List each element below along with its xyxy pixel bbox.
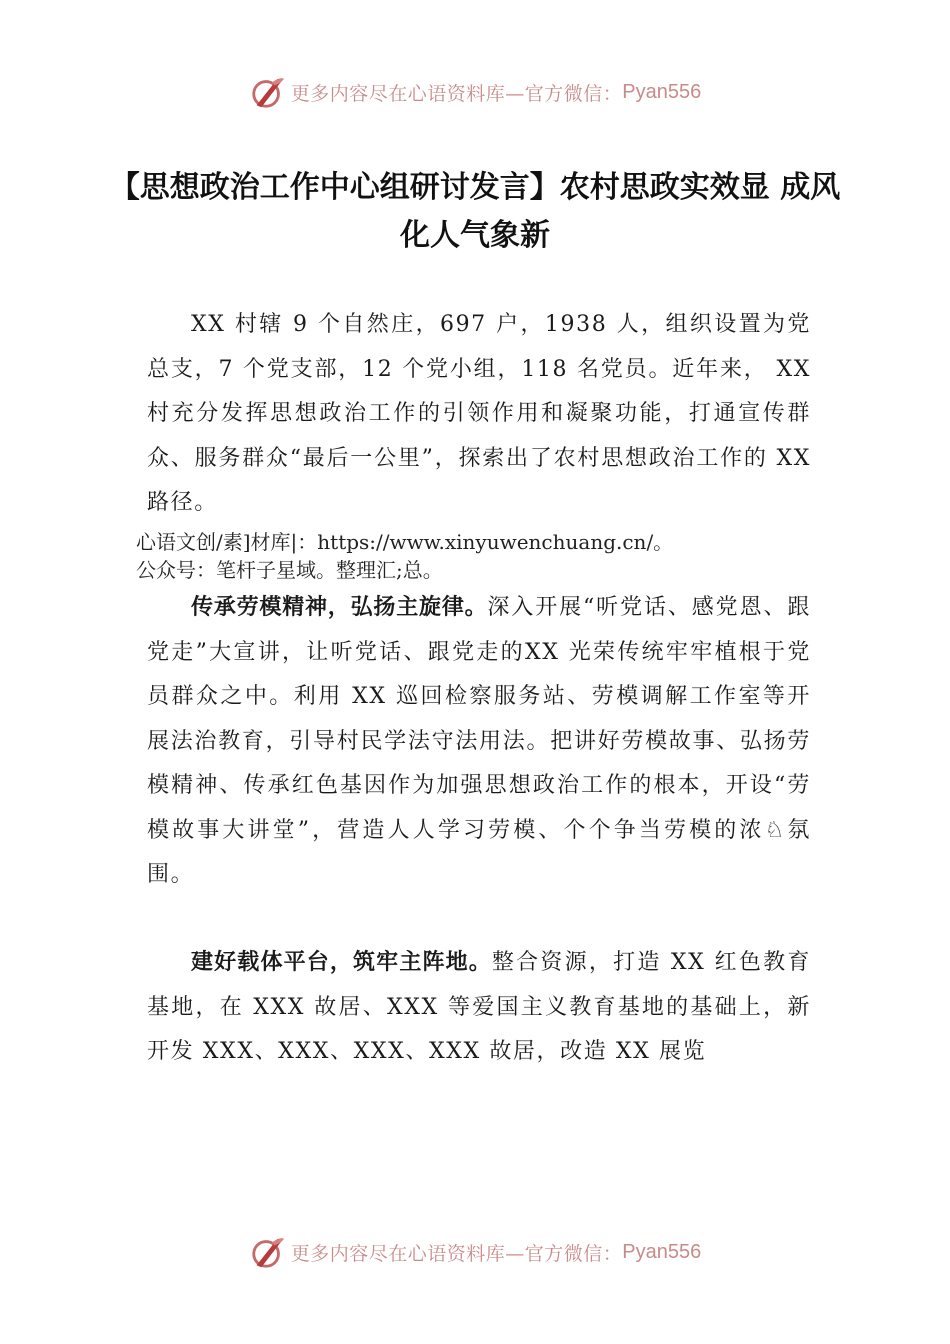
document-title: 【思想政治工作中心组研讨发言】农村思政实效显 成风化人气象新 xyxy=(109,170,841,253)
paragraph-lead: 传承劳模精神，弘扬主旋律。 xyxy=(191,595,488,620)
paragraph-platform xyxy=(147,941,811,1075)
watermark-text xyxy=(136,528,836,584)
paragraph-lead: 建好载体平台，筑牢主阵地。 xyxy=(191,950,492,975)
paragraph-model-spirit xyxy=(147,586,811,898)
paragraph-intro xyxy=(147,303,811,526)
banner-text: 更多内容尽在心语资料库—官方微信： xyxy=(290,1242,623,1265)
watermark-line-1: 心语文创/素]材库|：https://www.xinyuwenchuang.cn/。 xyxy=(136,530,674,554)
pen-logo-icon xyxy=(249,73,287,111)
footer-banner xyxy=(0,1232,950,1272)
watermark-line-2: 公众号：笔杆子星域。整理汇;总。 xyxy=(136,558,443,582)
paragraph-body: 整合资源，打造 XX 红色教育基地，在 XXX 故居、XXX 等爱国主义教育基地的基础上，新开发 XXX、XXX、XXX、XXX 故居，改造 XX 展览 xyxy=(147,950,811,1064)
paragraph-body: 深入开展“听党话、感党恩、跟党走”大宣讲，让听党话、跟党走的XX 光荣传统牢牢植根于党员群众之中。利用 XX 巡回检察服务站、劳模调解工作室等开展法治教育，引导村民学法守法用法。把讲好劳模故事、弘扬劳模精神、传承红色基因作为加强思想政治工作的根本，开设“劳模故事大讲堂”，营造人人学习劳模、个个争当劳模的浓♘氛围。 xyxy=(147,595,811,887)
paragraph-body: XX 村辖 9 个自然庄，697 户，1938 人，组织设置为党总支，7 个党支部，12 个党小组，118 名党员。近年来， XX 村充分发挥思想政治工作的引领作用和凝聚功能，打通宣传群众、服务群众“最后一公里”，探索出了农村思想政治工作的 XX 路径。 xyxy=(147,312,811,515)
pen-logo-icon xyxy=(249,1233,287,1271)
banner-text: 更多内容尽在心语资料库—官方微信： xyxy=(290,82,623,105)
header-banner xyxy=(0,72,950,112)
banner-wechat-id: Pyan556 xyxy=(622,80,702,103)
banner-wechat-id: Pyan556 xyxy=(622,1240,702,1263)
